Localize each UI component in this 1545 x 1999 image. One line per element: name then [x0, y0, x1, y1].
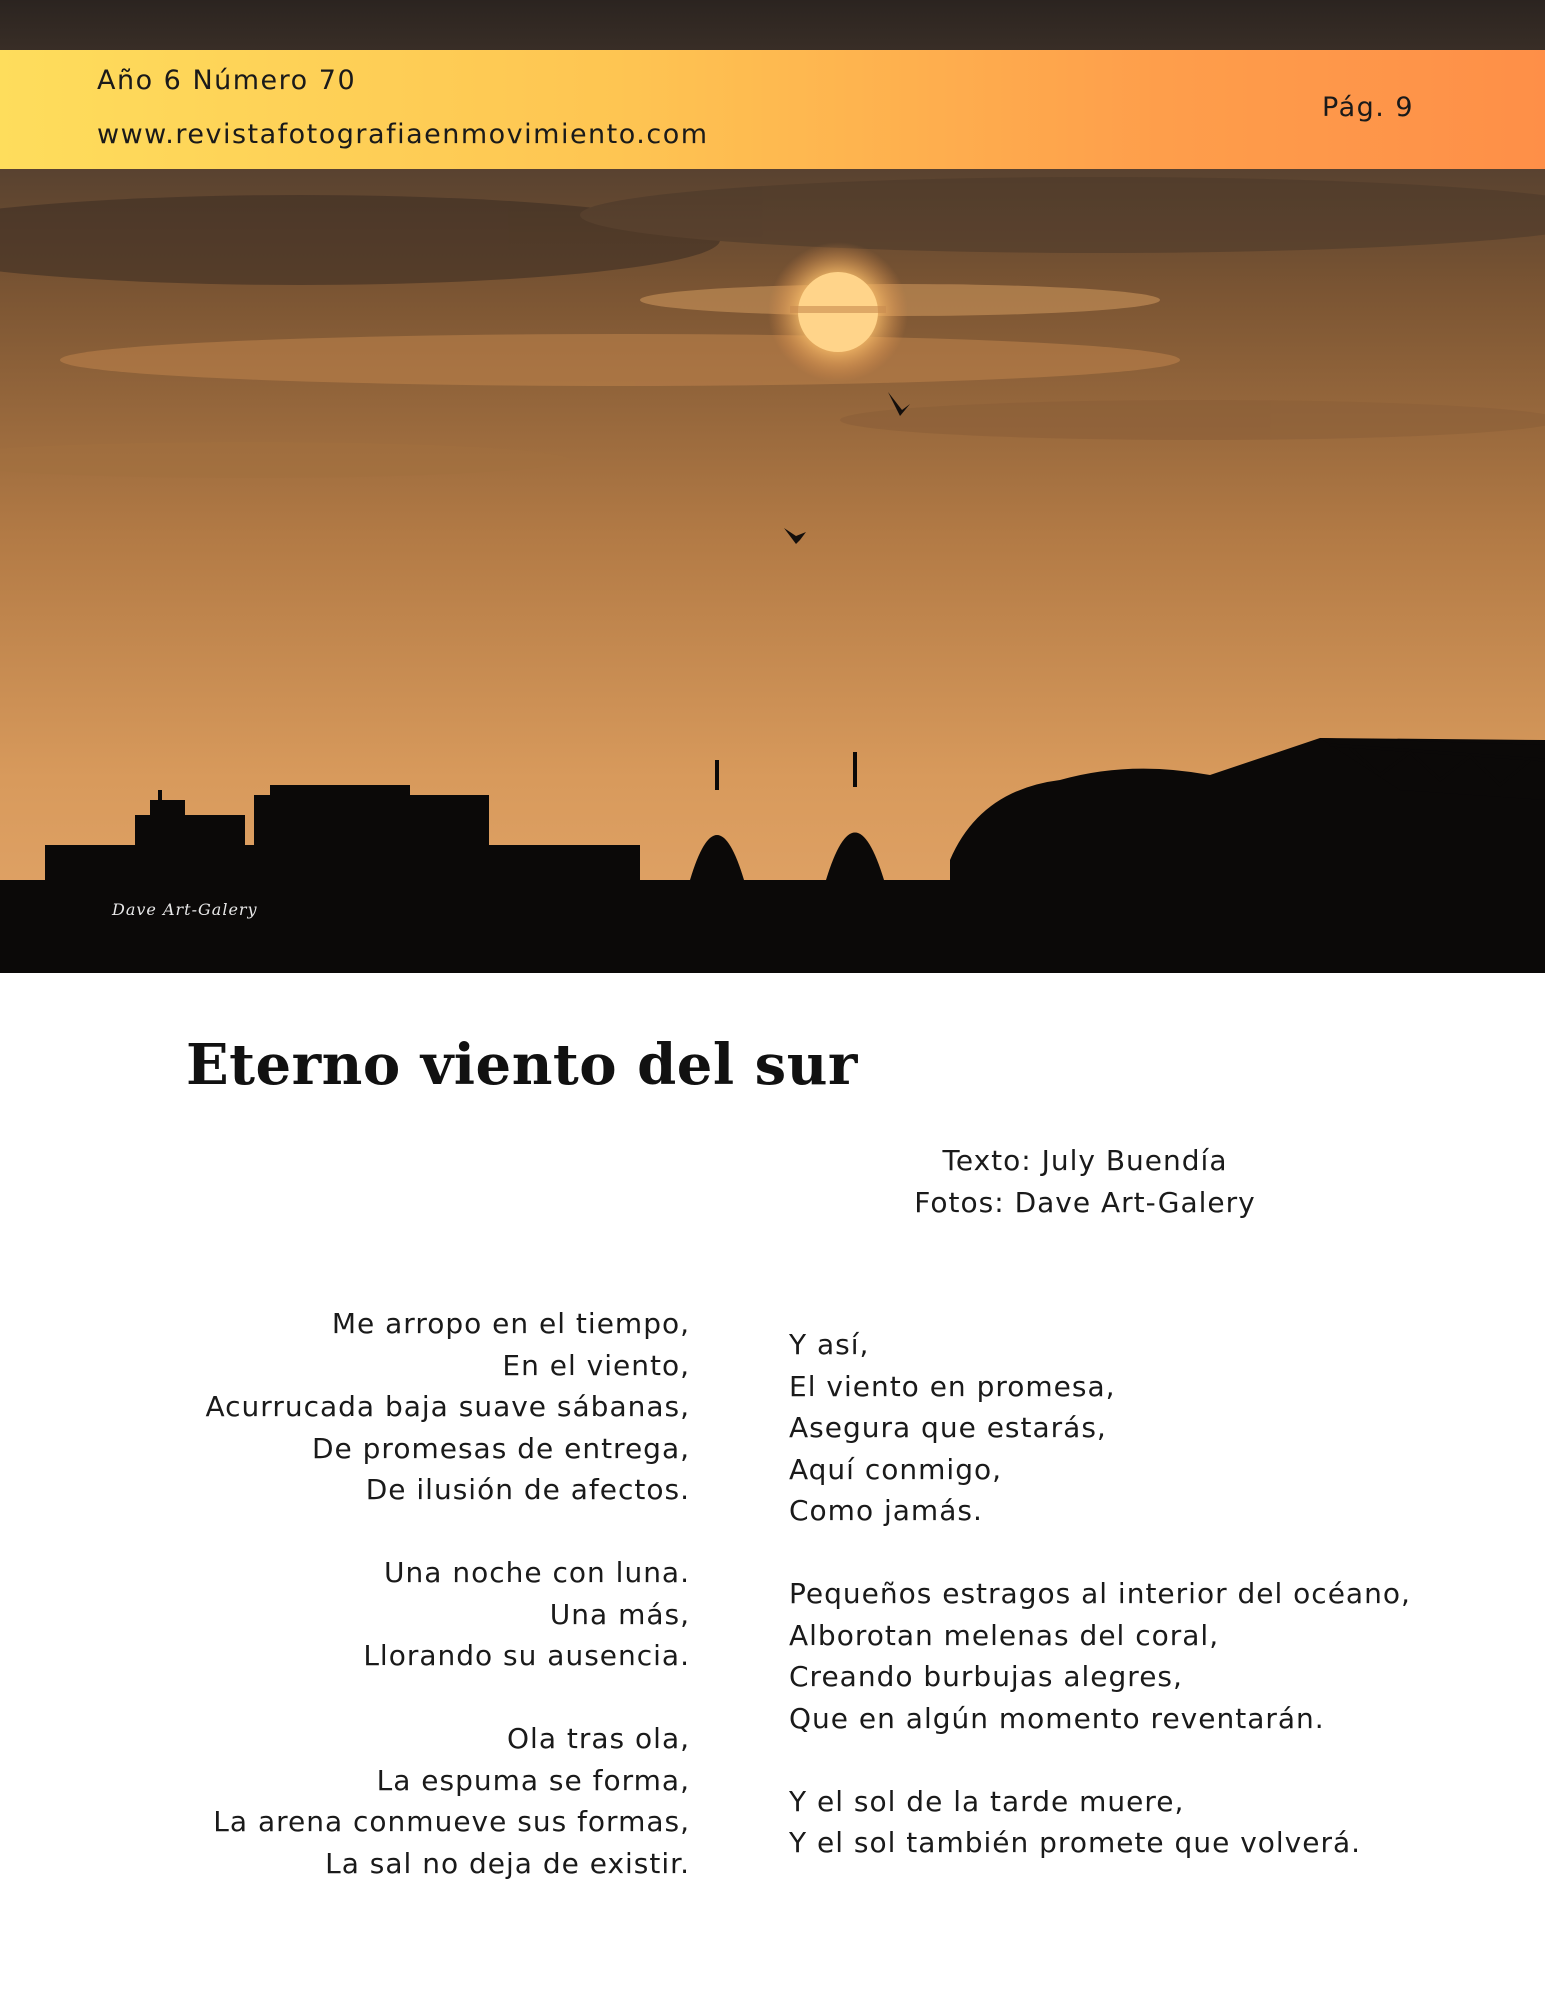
photo-credit: Fotos: Dave Art-Galery — [914, 1186, 1256, 1219]
poem-left-column — [90, 1303, 690, 1884]
poem-line: La sal no deja de existir. — [325, 1846, 690, 1880]
text-credit: Texto: July Buendía — [942, 1144, 1228, 1177]
poem-line: Creando burbujas alegres, — [789, 1660, 1183, 1693]
poem-line: Que en algún momento reventarán. — [789, 1701, 1325, 1735]
poem-stanza — [90, 1303, 690, 1511]
stanza-gap — [789, 1532, 1489, 1574]
poem-line: Aquí conmigo, — [789, 1452, 1002, 1486]
poem-line: Llorando su ausencia. — [363, 1639, 690, 1672]
website-url[interactable]: www.revistafotografiaenmovimiento.com — [97, 119, 709, 150]
poem-line: Alborotan melenas del coral, — [789, 1618, 1220, 1652]
photo-watermark: Dave Art-Galery — [112, 900, 258, 919]
poem-line: Como jamás. — [789, 1494, 983, 1527]
poem-line: La arena conmueve sus formas, — [213, 1805, 690, 1838]
poem-stanza — [90, 1718, 690, 1884]
poem-line: Una noche con luna. — [384, 1556, 690, 1589]
poem-line: La espuma se forma, — [376, 1763, 690, 1797]
poem-line: En el viento, — [502, 1348, 690, 1382]
stanza-gap — [90, 1511, 690, 1553]
poem-line: Ola tras ola, — [507, 1722, 690, 1755]
poem-stanza — [789, 1324, 1489, 1532]
magazine-header — [0, 50, 1545, 169]
poem-line: Pequeños estragos al interior del océano, — [789, 1577, 1411, 1610]
poem-line: Y el sol de la tarde muere, — [789, 1784, 1185, 1818]
article-title: Eterno viento del sur — [186, 1032, 858, 1098]
poem-line: Y así, — [789, 1328, 870, 1361]
poem-stanza — [789, 1573, 1489, 1739]
page-number: Pág. 9 — [1322, 92, 1415, 123]
poem-right-column — [789, 1324, 1489, 1864]
sun-icon — [768, 242, 908, 382]
poem-line: Una más, — [549, 1597, 690, 1631]
poem-line: De promesas de entrega, — [311, 1431, 690, 1465]
poem-line: De ilusión de afectos. — [365, 1473, 690, 1506]
poem-line: Acurrucada baja suave sábanas, — [205, 1390, 690, 1423]
poem-stanza — [90, 1552, 690, 1677]
poem-line: El viento en promesa, — [789, 1369, 1116, 1403]
poem-line: Asegura que estarás, — [789, 1411, 1107, 1444]
stanza-gap — [90, 1677, 690, 1719]
poem-line: Y el sol también promete que volverá. — [789, 1826, 1362, 1859]
article-credits — [880, 1140, 1290, 1224]
poem-line: Me arropo en el tiempo, — [331, 1307, 690, 1340]
stanza-gap — [789, 1739, 1489, 1781]
poem-stanza — [789, 1781, 1489, 1864]
issue-label: Año 6 Número 70 — [97, 65, 357, 96]
